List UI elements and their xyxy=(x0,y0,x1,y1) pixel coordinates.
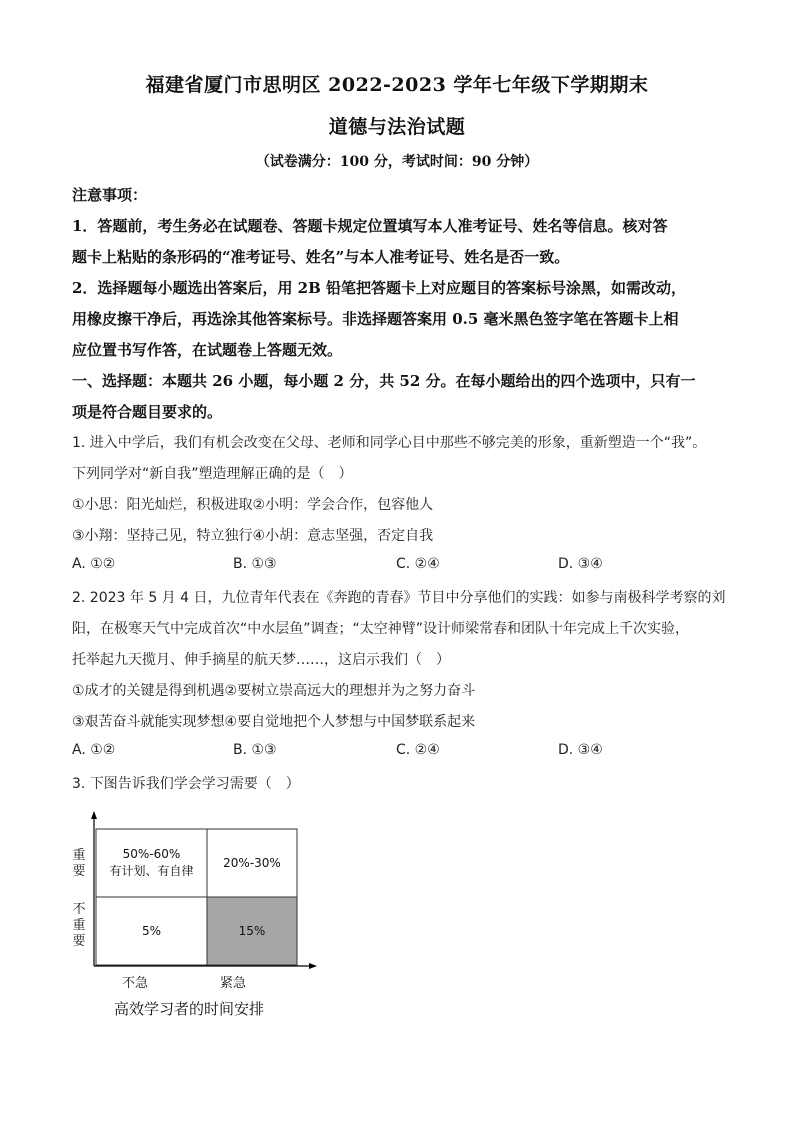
q1-statements-2: ③小翔：坚持己见，特立独行④小胡：意志坚强，否定自我 xyxy=(72,528,434,544)
q1-stem-line-2: 下列同学对“新自我”塑造理解正确的是（ ） xyxy=(72,466,353,482)
q1-statements-1: ①小思：阳光灿烂，积极进取②小明：学会合作，包容他人 xyxy=(72,497,434,513)
exam-title: 福建省厦门市思明区 2022-2023 学年七年级下学期期末 xyxy=(145,74,649,96)
y-label-unimportant: 不 重 要 xyxy=(72,902,86,949)
q1-stem-line-1: 1. 进入中学后，我们有机会改变在父母、老师和同学心目中那些不够完美的形象，重新塑造一个“我”。 xyxy=(72,435,707,451)
y-label-important: 重 要 xyxy=(72,848,86,879)
q2-stem-line-3: 托举起九天揽月、伸手摘星的航天梦……，这启示我们（ ） xyxy=(72,652,450,668)
section-heading-line-1: 一、选择题：本题共 26 小题，每小题 2 分，共 52 分。在每小题给出的四个选项中，只有一 xyxy=(72,372,696,390)
exam-info: （试卷满分：100 分，考试时间：90 分钟） xyxy=(255,154,539,170)
x-label-urgent: 紧急 xyxy=(220,976,247,991)
cell-label-unimportant-urgent: 15% xyxy=(238,923,266,938)
q2-statements-2: ③艰苦奋斗就能实现梦想④要自觉地把个人梦想与中国梦联系起来 xyxy=(72,714,476,730)
q2-option-d: D. ③④ xyxy=(558,742,603,758)
q2-statements-1: ①成才的关键是得到机遇②要树立崇高远大的理想并为之努力奋斗 xyxy=(72,683,476,699)
section-heading-line-2: 项是符合题目要求的。 xyxy=(72,403,223,421)
notes-heading: 注意事项： xyxy=(72,186,148,204)
y-axis-arrow xyxy=(91,811,97,819)
chart-caption: 高效学习者的时间安排 xyxy=(114,1000,265,1018)
cell-label-important-urgent: 20%-30% xyxy=(223,855,281,870)
x-axis-arrow xyxy=(309,963,317,969)
note-2-line-1: 2．选择题每小题选出答案后，用 2B 铅笔把答题卡上对应题目的答案标号涂黑，如需改动， xyxy=(72,279,687,297)
q2-stem-line-2: 阳，在极寒天气中完成首次“中水层鱼”调查；“太空神臂”设计师梁常春和团队十年完成上千次实验， xyxy=(72,621,690,637)
note-1-line-2: 题卡上粘贴的条形码的“准考证号、姓名”与本人准考证号、姓名是否一致。 xyxy=(72,248,570,266)
q2-stem-line-1: 2. 2023 年 5 月 4 日，九位青年代表在《奔跑的青春》节目中分享他们的实践：如参与南极科学考察的刘 xyxy=(72,590,726,606)
q1-option-c: C. ②④ xyxy=(396,556,440,572)
exam-subject: 道德与法治试题 xyxy=(328,116,466,138)
q3-stem-line-1: 3. 下图告诉我们学会学习需要（ ） xyxy=(72,776,300,792)
cell-label-important-not-urgent: 50%-60% 有计划、有自律 xyxy=(109,847,194,878)
q1-option-a: A. ①② xyxy=(72,556,116,572)
q2-option-a: A. ①② xyxy=(72,742,116,758)
q1-option-b: B. ①③ xyxy=(233,556,277,572)
note-2-line-3: 应位置书写作答，在试题卷上答题无效。 xyxy=(72,341,343,359)
note-2-line-2: 用橡皮擦干净后，再选涂其他答案标号。非选择题答案用 0.5 毫米黑色签字笔在答题卡上相 xyxy=(72,310,679,328)
q2-option-c: C. ②④ xyxy=(396,742,440,758)
cell-label-unimportant-not-urgent: 5% xyxy=(141,923,162,938)
q1-option-d: D. ③④ xyxy=(558,556,603,572)
time-matrix-chart xyxy=(68,810,328,1025)
x-label-not-urgent: 不急 xyxy=(122,976,149,991)
q2-option-b: B. ①③ xyxy=(233,742,277,758)
note-1-line-1: 1．答题前，考生务必在试题卷、答题卡规定位置填写本人准考证号、姓名等信息。核对答 xyxy=(72,217,668,235)
